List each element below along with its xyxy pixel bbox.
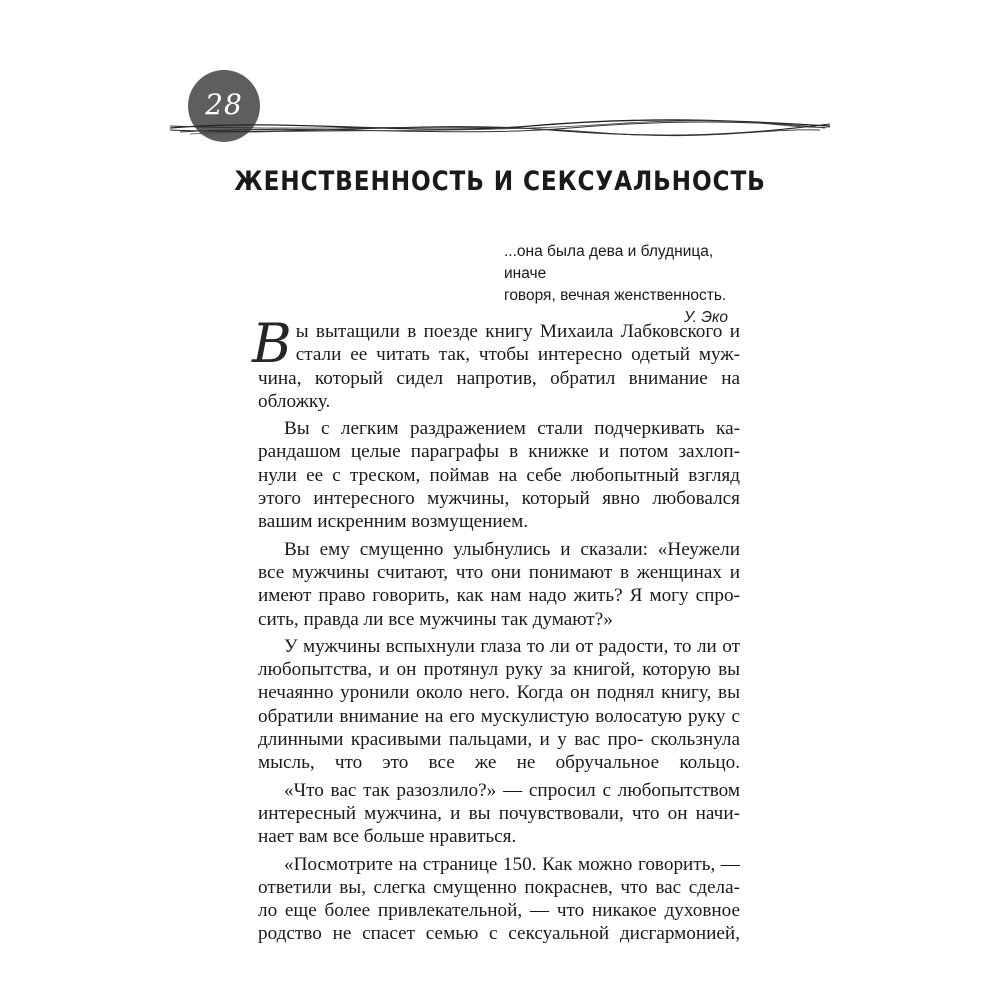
- epigraph-line: говоря, вечная женственность.: [504, 287, 727, 304]
- epigraph: [504, 241, 744, 329]
- text-line: Вы ему смущенно улыбнулись и сказали: «Неужели: [284, 538, 740, 560]
- paragraph: [258, 779, 740, 849]
- text-line: и стали ее читать так, чтобы интересно одетый муж-: [295, 321, 740, 366]
- text-line: от любопытства, и он протянул руку за книгой, которую: [258, 635, 740, 681]
- text-line: руку с длинными красивыми пальцами, и у вас про-: [258, 705, 740, 751]
- text-line: этого интересного мужчины, который явно любовался: [258, 488, 740, 510]
- paragraph: [258, 417, 740, 533]
- text-line: «Что вас так разозлило?» — спросил с любопытством: [284, 779, 740, 801]
- text-line: У мужчины вспыхнули глаза то ли от радости, то ли: [284, 635, 717, 657]
- paragraph: [258, 635, 740, 775]
- text-line: рандашом целые параграфы в книжке и потом захлоп-: [258, 441, 740, 463]
- text-line: все мужчины считают, что они понимают в женщинах: [258, 561, 722, 583]
- text-line: Вы с легким раздражением стали подчеркивать ка-: [284, 418, 740, 440]
- text-line: интересный мужчина, и вы почувствовали, что он начи-: [258, 802, 740, 824]
- epigraph-line: ...она была дева и блудница, иначе: [504, 243, 714, 282]
- paragraph: [258, 853, 740, 946]
- chapter-title: ЖЕНСТВЕННОСТЬ И СЕКСУАЛЬНОСТЬ: [234, 166, 766, 197]
- page-number: 28: [205, 87, 243, 121]
- text-line: ло еще более привлекательной, — что никакое духовное: [258, 900, 740, 922]
- text-line: ы вытащили в поезде книгу Михаила Лабковского: [295, 321, 723, 342]
- paragraph: [258, 538, 740, 631]
- epigraph-author: У. Эко: [683, 309, 728, 326]
- text-line: сить, правда ли все мужчины так думают?»: [258, 608, 613, 630]
- text-line: скользнула мысль, что это все же не обручальное кольцо.: [258, 729, 740, 774]
- text-line: нули ее с треском, поймав на себе любопытный взгляд: [258, 464, 740, 486]
- text-line: «Посмотрите на странице 150. Как можно говорить, —: [284, 853, 740, 875]
- text-line: обложку.: [258, 390, 331, 412]
- text-line: и имеют право говорить, как нам надо жить? Я могу спро-: [258, 561, 740, 607]
- text-line: чина, который сидел напротив, обратил внимание на: [258, 367, 740, 389]
- text-line: родство не спасет семью с сексуальной дисгармонией,: [258, 923, 740, 945]
- text-line: вашим искренним возмущением.: [258, 511, 529, 533]
- text-line: нает вам все больше нравиться.: [258, 826, 517, 848]
- text-line: ответили вы, слегка смущенно покраснев, что вас сдела-: [258, 876, 740, 898]
- decorative-wave-lines: [170, 112, 830, 144]
- text-line: вы нечаянно уронили около него. Когда он поднял книгу,: [258, 659, 741, 704]
- drop-cap: В: [252, 312, 292, 375]
- text-line: вы обратили внимание на его мускулистую волосатую: [258, 682, 740, 727]
